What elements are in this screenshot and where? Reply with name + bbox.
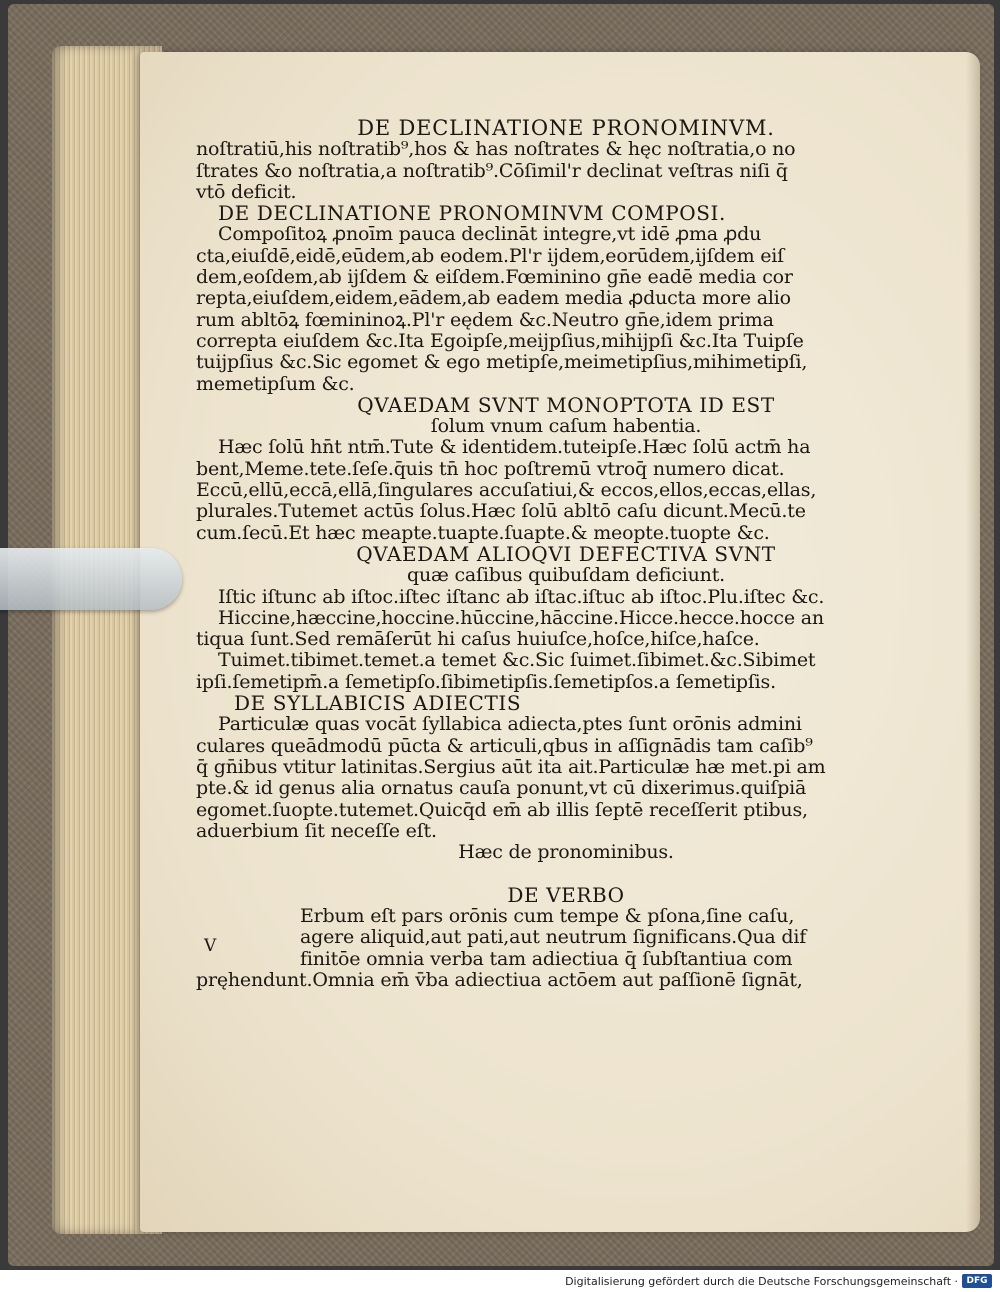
section-heading: DE DECLINATIONE PRONOMINVM COMPOSI. bbox=[218, 203, 727, 225]
text-line: Iſtic iſtunc ab iſtoc.iſtec iſtanc ab iſtac.iſtuc ab iſtoc.Plu.iſtec &c. bbox=[218, 586, 825, 608]
spacer bbox=[196, 863, 936, 884]
text-line: finitōe omnia verba tam adiectiua q̄ ſubſtantiua com bbox=[300, 948, 793, 970]
text-line: Compoſitoꝝ ꝓnoīm pauca declināt̄ integre,vt idē ꝓma ꝓdu bbox=[218, 224, 762, 246]
text-line: culares queādmodū pūcta & articuli,qbus in aſſignādis tam caſib⁹ bbox=[196, 735, 813, 757]
text-line: memetipſum &c. bbox=[196, 373, 355, 395]
running-head: DE DECLINATIONE PRONOMINVM. bbox=[357, 118, 775, 140]
paragraph-f bbox=[196, 906, 936, 991]
text-line: tiqua ſunt.Sed remāſerūt hi caſus huiuſce,hoſce,hiſce,haſce. bbox=[196, 629, 760, 651]
text-line: vtō deficit. bbox=[196, 181, 297, 203]
text-line: egomet.ſuopte.tutemet.Quicq̄d em̄ ab illis ſeptē receſſerit ptibus, bbox=[196, 799, 808, 821]
text-line: ipſi.ſemetipm̄.a ſemetipſo.ſibimetipſis.ſemetipſos.a ſemetipſis. bbox=[196, 671, 776, 693]
text-line: Eccū,ellū,eccā,ellā,ſingulares accuſatiui,& eccos,ellos,eccas,ellas, bbox=[196, 480, 817, 502]
text-line: Erbum eſt pars orōnis cum tempe & pſona,ſine caſu, bbox=[300, 905, 795, 927]
dfg-logo[interactable]: DFG bbox=[962, 1274, 992, 1288]
text-line: noſtratiū,his noſtratib⁹,hos & has noſtrates & hęc noſtratia,o no bbox=[196, 139, 796, 161]
text-line: pręhendunt̄.Omnia em̄ v̄ba adiectiua actōem aut paſſionē ſignāt, bbox=[196, 969, 803, 991]
paragraph-d bbox=[196, 587, 936, 693]
section-subheading: ſolum vnum caſum habentia. bbox=[430, 416, 702, 438]
text-line: Hæc ſolū hn̄t ntm̄.Tute & identidem.tuteipſe.Hæc ſolū actm̄ ha bbox=[218, 437, 811, 459]
text-line: ſtrates &o noſtratia,a noſtratib⁹.Cōſimil'r declinat̄ veſtras niſi q̄ bbox=[196, 160, 788, 182]
section-heading: DE SYLLABICIS ADIECTIS bbox=[234, 693, 522, 715]
footer-bar bbox=[0, 1270, 1000, 1292]
text-line: Hiccine,hæccine,hoccine.hūccine,hāccine.Hicce.hecce.hocce an bbox=[218, 607, 824, 629]
paragraph-a bbox=[196, 139, 936, 203]
page-edge-shadow bbox=[966, 52, 980, 1232]
text-line: agere aliquid,aut pati,aut neutrum ſignificans.Qua dif bbox=[300, 927, 807, 949]
paragraph-b bbox=[196, 224, 936, 394]
section-heading: QVAEDAM ALIOQVI DEFECTIVA SVNT bbox=[356, 543, 776, 566]
closing-line: Hæc de pronominibus. bbox=[458, 842, 674, 864]
text-line: repta,eiuſdem,eidem,eādem,ab eadem media ꝓducta more alio bbox=[196, 288, 791, 310]
text-line: tuijpſius &c.Sic egomet & ego metipſe,meimetipſius,mihimetipſi, bbox=[196, 352, 808, 374]
funding-credit: Digitalisierung gefördert durch die Deutsche Forschungsgemeinschaft · bbox=[565, 1275, 958, 1288]
text-line: aduerbium ſit neceſſe eſt. bbox=[196, 820, 437, 842]
page-text bbox=[196, 118, 936, 991]
text-line: q̄ gn̄ibus vtitur latinitas.Sergius aūt ita ait.Particulæ hæ met.pi am bbox=[196, 756, 826, 778]
page-clip-marker bbox=[0, 548, 182, 610]
text-line: pte.& id genus alia ornatus cauſa ponunt̄,vt cū dixerimus.quiſpiā bbox=[196, 778, 807, 800]
text-line: bent,Meme.tete.ſeſe.q̄uis tn̄ hoc poſtremū vtroq̄ numero dicat̄. bbox=[196, 458, 785, 480]
section-subheading: quæ caſibus quibuſdam deficiunt. bbox=[406, 565, 725, 587]
text-line: Particulæ quas vocāt ſyllabica adiecta,ptes ſunt orōnis admini bbox=[218, 714, 802, 736]
text-line: Tuimet.tibimet.temet.a temet &c.Sic ſuimet.ſibimet.&c.Sibimet bbox=[218, 650, 816, 672]
text-line: dem,eoſdem,ab ijſdem & eiſdem.Fœminino gn̄e eadē media cor bbox=[196, 267, 793, 289]
initial-letter-guide: V bbox=[204, 935, 217, 956]
text-line: cta,eiuſdē,eidē,eūdem,ab eodem.Pl'r ijdem,eorūdem,ijſdem eiſ bbox=[196, 245, 784, 267]
paragraph-e bbox=[196, 714, 936, 842]
text-line: plurales.Tutemet actūs ſolus.Hæc ſolū abltō caſu dicunt̄.Mecū.te bbox=[196, 501, 806, 523]
text-line: correpta eiuſdem &c.Ita Egoipſe,meijpſius,mihijpſi &c.Ita Tuipſe bbox=[196, 330, 804, 352]
text-line: rum abltōꝝ fœmininoꝝ.Pl'r eędem &c.Neutro gn̄e,idem prima bbox=[196, 309, 774, 331]
paragraph-c bbox=[196, 437, 936, 543]
section-heading: DE VERBO bbox=[507, 884, 625, 906]
section-heading: QVAEDAM SVNT MONOPTOTA ID EST bbox=[357, 394, 775, 417]
text-line: cum.ſecū.Et hæc meapte.tuapte.ſuapte.& meopte.tuopte &c. bbox=[196, 522, 770, 544]
